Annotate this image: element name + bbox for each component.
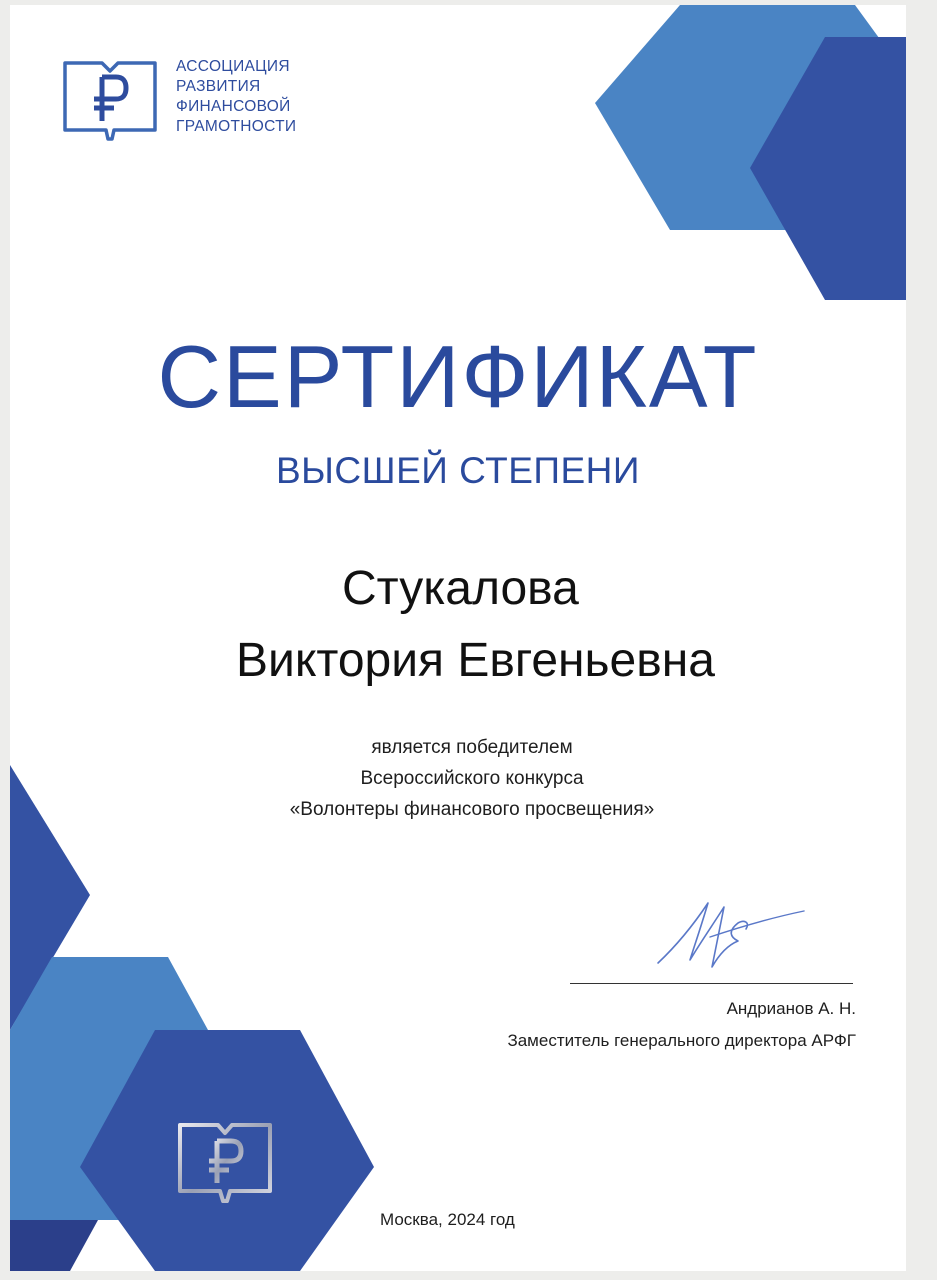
description-line: Всероссийского конкурса [360, 768, 584, 789]
recipient-given-names: Виктория Евгеньевна [236, 634, 715, 687]
organization-name-line: РАЗВИТИЯ [176, 78, 261, 95]
signer-position: Заместитель генерального директора АРФГ [507, 1031, 856, 1050]
signer-block [507, 993, 856, 1057]
signature-icon [650, 885, 810, 975]
book-ruble-icon [176, 1117, 274, 1213]
description-line: является победителем [371, 737, 573, 758]
book-ruble-icon [62, 55, 158, 151]
certificate-title: СЕРТИФИКАТ [157, 327, 759, 426]
organization-name-line: ГРАМОТНОСТИ [176, 118, 297, 135]
signature-line [570, 983, 853, 984]
organization-name [176, 57, 296, 137]
organization-name-line: АССОЦИАЦИЯ [176, 58, 290, 75]
signer-name: Андрианов А. Н. [726, 999, 856, 1018]
certificate-page [10, 5, 906, 1271]
certificate-subtitle: ВЫСШЕЙ СТЕПЕНИ [276, 450, 640, 491]
recipient-surname: Стукалова [342, 562, 579, 615]
place-and-date: Москва, 2024 год [380, 1210, 515, 1229]
award-description [232, 732, 712, 825]
hexagon-navy-corner [10, 1220, 98, 1271]
description-line: «Волонтеры финансового просвещения» [289, 799, 655, 820]
organization-name-line: ФИНАНСОВОЙ [176, 98, 291, 115]
